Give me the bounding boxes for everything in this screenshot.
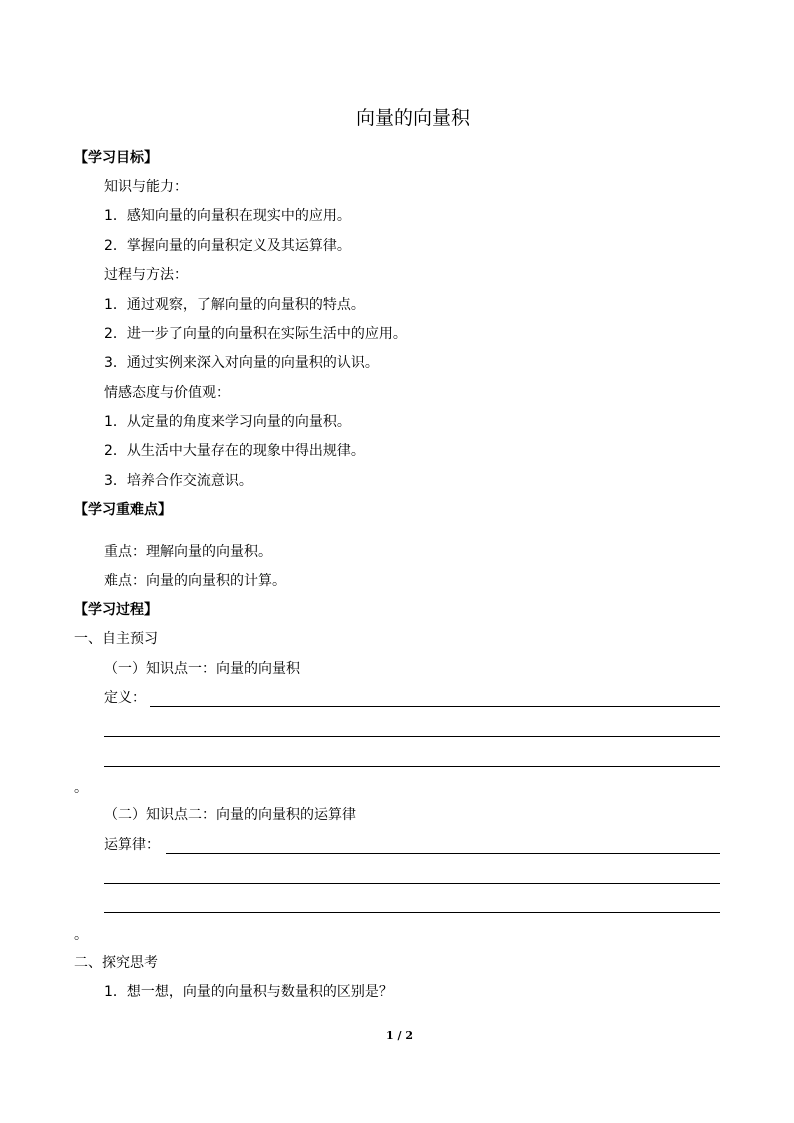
objective-group-knowledge-label: 知识与能力： (104, 179, 188, 195)
knowledge-point-2-title: （二）知识点二：向量的向量积的运算律 (104, 807, 356, 823)
definition-end-mark: 。 (74, 780, 88, 796)
objective-group-attitude-label: 情感态度与价值观： (104, 385, 230, 401)
keypoint-difficult: 难点：向量的向量积的计算。 (104, 573, 286, 589)
definition-answer-line[interactable] (150, 706, 720, 707)
keypoint-key: 重点：理解向量的向量积。 (104, 544, 272, 560)
objective-item: 1．感知向量的向量积在现实中的应用。 (104, 208, 351, 224)
rules-end-mark: 。 (74, 927, 88, 943)
objective-item: 2．从生活中大量存在的现象中得出规律。 (104, 443, 365, 459)
keypoints-heading: 【学习重难点】 (74, 502, 172, 518)
rules-answer-line[interactable] (104, 883, 720, 884)
explore-question-1: 1．想一想，向量的向量积与数量积的区别是？ (104, 984, 393, 1000)
rules-prompt: 运算律： (104, 837, 160, 853)
objective-item: 2．进一步了向量的向量积在实际生活中的应用。 (104, 326, 407, 342)
process-heading: 【学习过程】 (74, 602, 158, 618)
objectives-heading: 【学习目标】 (74, 150, 158, 166)
objective-item: 2．掌握向量的向量积定义及其运算律。 (104, 238, 351, 254)
section-explore-title: 二、探究思考 (74, 955, 158, 971)
definition-answer-line[interactable] (104, 766, 720, 767)
objective-item: 3．通过实例来深入对向量的向量积的认识。 (104, 355, 379, 371)
definition-answer-line[interactable] (104, 736, 720, 737)
page-number: 1 / 2 (386, 1029, 413, 1042)
objective-item: 1．通过观察，了解向量的向量积的特点。 (104, 297, 365, 313)
objective-group-process-label: 过程与方法： (104, 267, 188, 283)
definition-prompt: 定义： (104, 690, 146, 706)
section-self-study-title: 一、自主预习 (74, 631, 158, 647)
page-title: 向量的向量积 (356, 107, 471, 129)
objective-item: 3．培养合作交流意识。 (104, 473, 253, 489)
rules-answer-line[interactable] (104, 912, 720, 913)
rules-answer-line[interactable] (166, 853, 720, 854)
objective-item: 1．从定量的角度来学习向量的向量积。 (104, 414, 351, 430)
knowledge-point-1-title: （一）知识点一：向量的向量积 (104, 661, 300, 677)
